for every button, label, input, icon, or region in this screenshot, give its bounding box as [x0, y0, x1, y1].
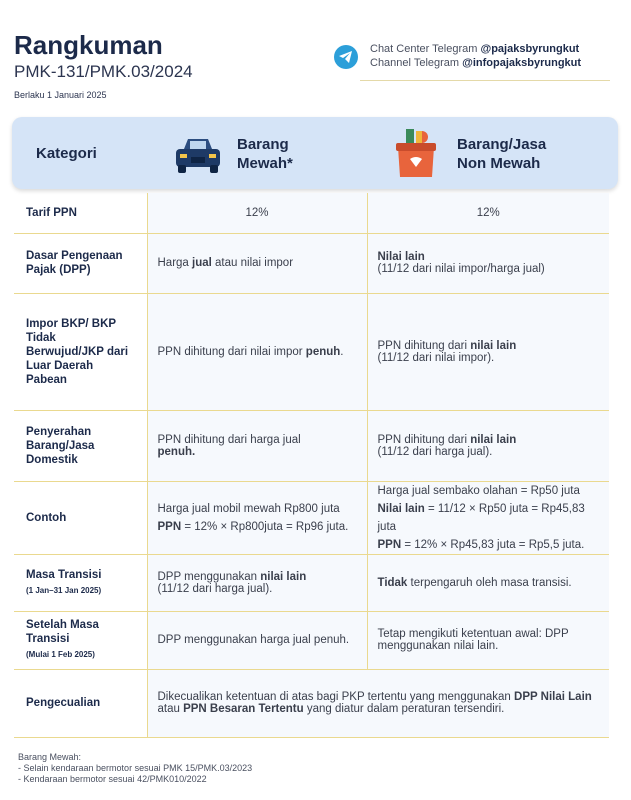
transisi-nonluxury-text: terpengaruh oleh masa transisi. [407, 576, 572, 589]
column-luxury-heading [237, 135, 293, 173]
tarif-luxury: 12% [147, 193, 367, 233]
luxury-heading-line2: Mewah* [237, 155, 293, 172]
luxury-heading-line1: Barang [237, 136, 289, 153]
channel-label: Channel Telegram [370, 57, 463, 69]
row-label-penyerahan: Penyerahan Barang/Jasa Domestik [14, 410, 147, 481]
pengecualian-text-a: Dikecualikan ketentuan di atas bagi PKP tertentu yang menggunakan [157, 691, 515, 703]
contoh-luxury [147, 481, 367, 554]
impor-nonluxury [367, 293, 609, 410]
page-header [0, 0, 631, 110]
dpp-luxury-text-end: atau nilai impor [211, 257, 294, 269]
dpp-luxury-bold: jual [192, 257, 212, 269]
transisi-luxury [147, 554, 367, 611]
row-label-impor: Impor BKP/ BKP Tidak Berwujud/JKP dari Luar Daerah Pabean [14, 293, 147, 410]
setelah-nonluxury: Tetap mengikuti ketentuan awal: DPP menggunakan nilai lain. [367, 611, 609, 669]
table-row [14, 554, 609, 611]
comparison-table [14, 193, 609, 738]
footnote-line2: - Kendaraan bermotor sesuai 42/PMK010/2022 [18, 774, 207, 784]
impor-luxury-bold: penuh [305, 345, 341, 358]
table-row [14, 611, 609, 669]
dpp-nonluxury-bold: Nilai lain [377, 251, 425, 263]
contoh-nonluxury-nilai: Nilai lain [377, 502, 425, 515]
transisi-luxury-bold: nilai lain [260, 570, 307, 583]
contoh-luxury-ppn: PPN [157, 520, 182, 533]
setelah-label: Setelah Masa Transisi [26, 619, 99, 645]
contoh-nonluxury-line1: Harga jual sembako olahan = Rp50 juta [377, 484, 580, 497]
penyerahan-luxury-text: PPN dihitung dari harga jual [157, 433, 301, 446]
setelah-period: (Mulai 1 Feb 2025) [26, 650, 95, 659]
tarif-nonluxury: 12% [367, 193, 609, 233]
row-label-setelah [14, 611, 147, 669]
channel-handle[interactable]: @infopajaksbyrungkut [462, 57, 582, 69]
transisi-luxury-text: DPP menggunakan [157, 570, 261, 583]
row-label-contoh: Contoh [14, 481, 147, 554]
impor-nonluxury-bold: nilai lain [470, 339, 517, 352]
chat-center-line[interactable] [370, 42, 581, 56]
dpp-luxury [147, 233, 367, 293]
dpp-luxury-text: Harga [157, 257, 193, 269]
penyerahan-nonluxury [367, 410, 609, 481]
dpp-nonluxury-text: (11/12 dari nilai impor/harga jual) [377, 263, 545, 275]
category-label: Kategori [36, 145, 97, 162]
row-label-transisi [14, 554, 147, 611]
table-row [14, 669, 609, 737]
row-label-pengecualian: Pengecualian [14, 669, 147, 737]
pengecualian-text-e: yang diatur dalam peraturan tersendiri. [303, 703, 505, 715]
row-label-dpp: Dasar Pengenaan Pajak (DPP) [14, 233, 147, 293]
transisi-label: Masa Transisi [26, 568, 102, 581]
telegram-contacts [370, 42, 581, 70]
nonluxury-heading-line2: Non Mewah [457, 155, 541, 172]
penyerahan-nonluxury-sub: (11/12 dari harga jual). [377, 445, 493, 458]
setelah-luxury: DPP menggunakan harga jual penuh. [147, 611, 367, 669]
chat-center-label: Chat Center Telegram [370, 43, 481, 55]
chat-center-handle[interactable]: @pajaksbyrungkut [480, 43, 580, 55]
pengecualian-bold-dpp: DPP Nilai Lain [514, 691, 592, 703]
impor-luxury-end: . [340, 345, 344, 358]
transisi-nonluxury [367, 554, 609, 611]
contoh-nonluxury-calc2: = 12% × Rp45,83 juta = Rp5,5 juta. [401, 538, 585, 551]
header-divider [360, 80, 610, 81]
category-header [12, 117, 618, 189]
pengecualian-bold-ppn: PPN Besaran Tertentu [183, 703, 304, 715]
column-nonluxury-heading [457, 135, 546, 173]
transisi-period: (1 Jan–31 Jan 2025) [26, 585, 102, 595]
row-label-tarif: Tarif PPN [14, 193, 147, 233]
car-icon [172, 135, 224, 180]
table-row [14, 193, 609, 233]
penyerahan-nonluxury-text: PPN dihitung dari [377, 433, 471, 446]
page-title: Rangkuman [14, 30, 163, 60]
table-row [14, 293, 609, 410]
nonluxury-heading-line1: Barang/Jasa [457, 136, 547, 153]
telegram-icon [334, 45, 358, 69]
dpp-nonluxury [367, 233, 609, 293]
impor-luxury [147, 293, 367, 410]
table-row [14, 481, 609, 554]
contoh-nonluxury-calc1: = 11/12 × Rp50 juta = Rp45,83 juta [377, 502, 585, 533]
penyerahan-luxury-bold: penuh. [157, 445, 196, 458]
pengecualian-text-c: atau [157, 703, 184, 715]
contoh-nonluxury [367, 481, 609, 554]
table-row [14, 233, 609, 293]
table-row [14, 410, 609, 481]
penyerahan-nonluxury-bold: nilai lain [470, 433, 517, 446]
footnote-line1: - Selain kendaraan bermotor sesuai PMK 15/PMK.03/2023 [18, 763, 253, 773]
contoh-luxury-calc: = 12% × Rp800juta = Rp96 juta. [181, 520, 349, 533]
gift-box-icon [392, 127, 440, 186]
page-subtitle: PMK-131/PMK.03/2024 [14, 62, 193, 81]
contoh-luxury-line1: Harga jual mobil mewah Rp800 juta [157, 502, 340, 515]
penyerahan-luxury [147, 410, 367, 481]
pengecualian-text [147, 669, 609, 737]
channel-line[interactable] [370, 56, 581, 70]
contoh-nonluxury-ppn: PPN [377, 538, 402, 551]
footnote [18, 752, 252, 785]
impor-nonluxury-text: PPN dihitung dari [377, 339, 471, 352]
transisi-luxury-sub: (11/12 dari harga jual). [157, 582, 273, 595]
footnote-title: Barang Mewah: [18, 752, 82, 762]
impor-luxury-text: PPN dihitung dari nilai impor [157, 345, 306, 358]
impor-nonluxury-sub: (11/12 dari nilai impor). [377, 351, 495, 364]
effective-date: Berlaku 1 Januari 2025 [14, 90, 107, 100]
transisi-nonluxury-bold: Tidak [377, 576, 408, 589]
